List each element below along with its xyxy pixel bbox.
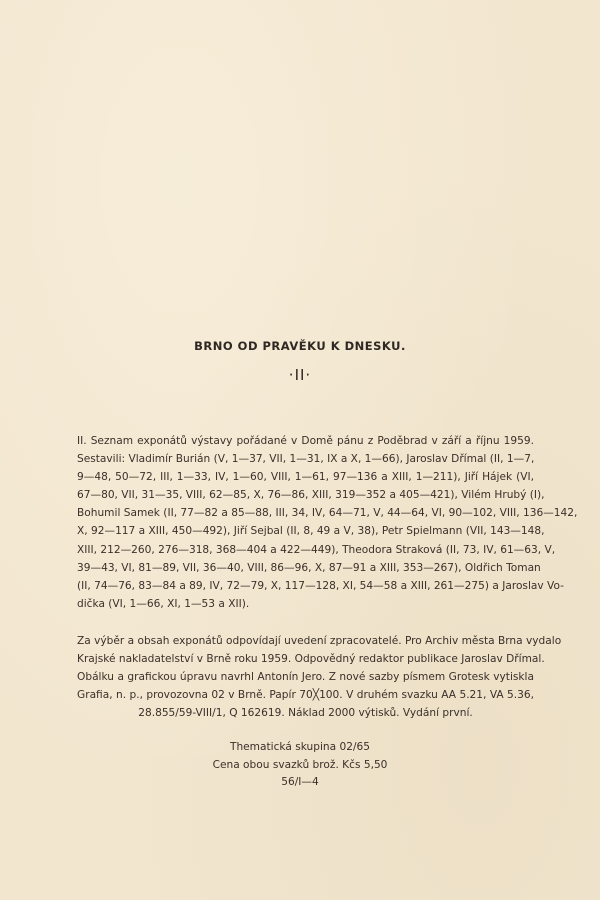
text-line: Obálku a grafickou úpravu navrhl Antonín Jero. Z nové sazby písmem Grotesk vytiskla: [77, 671, 534, 684]
text-line: Grafia, n. p., provozovna 02 v Brně. Papír 70╳100. V druhém svazku AA 5.21, VA 5.36,: [77, 689, 534, 702]
imprint-block: [0, 739, 600, 792]
text-line: II. Seznam exponátů výstavy pořádané v Domě pánu z Poděbrad v září a říjnu 1959.: [77, 435, 534, 447]
text-line: 28.855/59-VIII/1, Q 162619. Náklad 2000 výtisků. Vydání první.: [138, 707, 473, 720]
text-line: Sestavili: Vladimír Burián (V, 1—37, VII, 1—31, IX a X, 1—66), Jaroslav Dřímal (II, 1—7,: [77, 453, 535, 466]
text-line: 9—48, 50—72, III, 1—33, IV, 1—60, VIII, 1—61, 97—136 a XIII, 1—211), Jiří Hájek (VI,: [77, 471, 534, 484]
publication-info-paragraph: [77, 632, 562, 722]
catalog-number-line: 56/I—4: [281, 776, 319, 789]
volume-mark: ·II·: [288, 366, 312, 384]
text-line: 67—80, VII, 31—35, VIII, 62—85, X, 76—86, XIII, 319—352 a 405—421), Vilém Hrubý (I),: [77, 489, 545, 502]
page-title: BRNO OD PRAVĚKU K DNESKU.: [194, 339, 406, 353]
text-line: (II, 74—76, 83—84 a 89, IV, 72—79, X, 117—128, XI, 54—58 a XIII, 261—275) a Jaroslav Vo-: [77, 579, 564, 592]
text-line: dička (VI, 1—66, XI, 1—53 a XII).: [77, 597, 250, 610]
thematic-group-line: Thematická skupina 02/65: [229, 741, 371, 753]
text-line: Krajské nakladatelství v Brně roku 1959. Odpovědný redaktor publikace Jaroslav Dřímal.: [77, 653, 545, 666]
text-line: X, 92—117 a XIII, 450—492), Jiří Sejbal (II, 8, 49 a V, 38), Petr Spielmann (VII, 143—148,: [77, 525, 545, 538]
text-line: XIII, 212—260, 276—318, 368—404 a 422—449), Theodora Straková (II, 73, IV, 61—63, V,: [77, 543, 556, 556]
text-line: Bohumil Samek (II, 77—82 a 85—88, III, 34, IV, 64—71, V, 44—64, VI, 90—102, VIII, 136—142,: [77, 507, 578, 520]
exhibit-list-paragraph: [77, 432, 578, 613]
price-line: Cena obou svazků brož. Kčs 5,50: [212, 758, 388, 771]
text-line: Za výběr a obsah exponátů odpovídají uvedení zpracovatelé. Pro Archiv města Brna vydalo: [77, 635, 562, 647]
text-line: 39—43, VI, 81—89, VII, 36—40, VIII, 86—96, X, 87—91 a XIII, 353—267), Oldřich Toman: [77, 561, 541, 574]
